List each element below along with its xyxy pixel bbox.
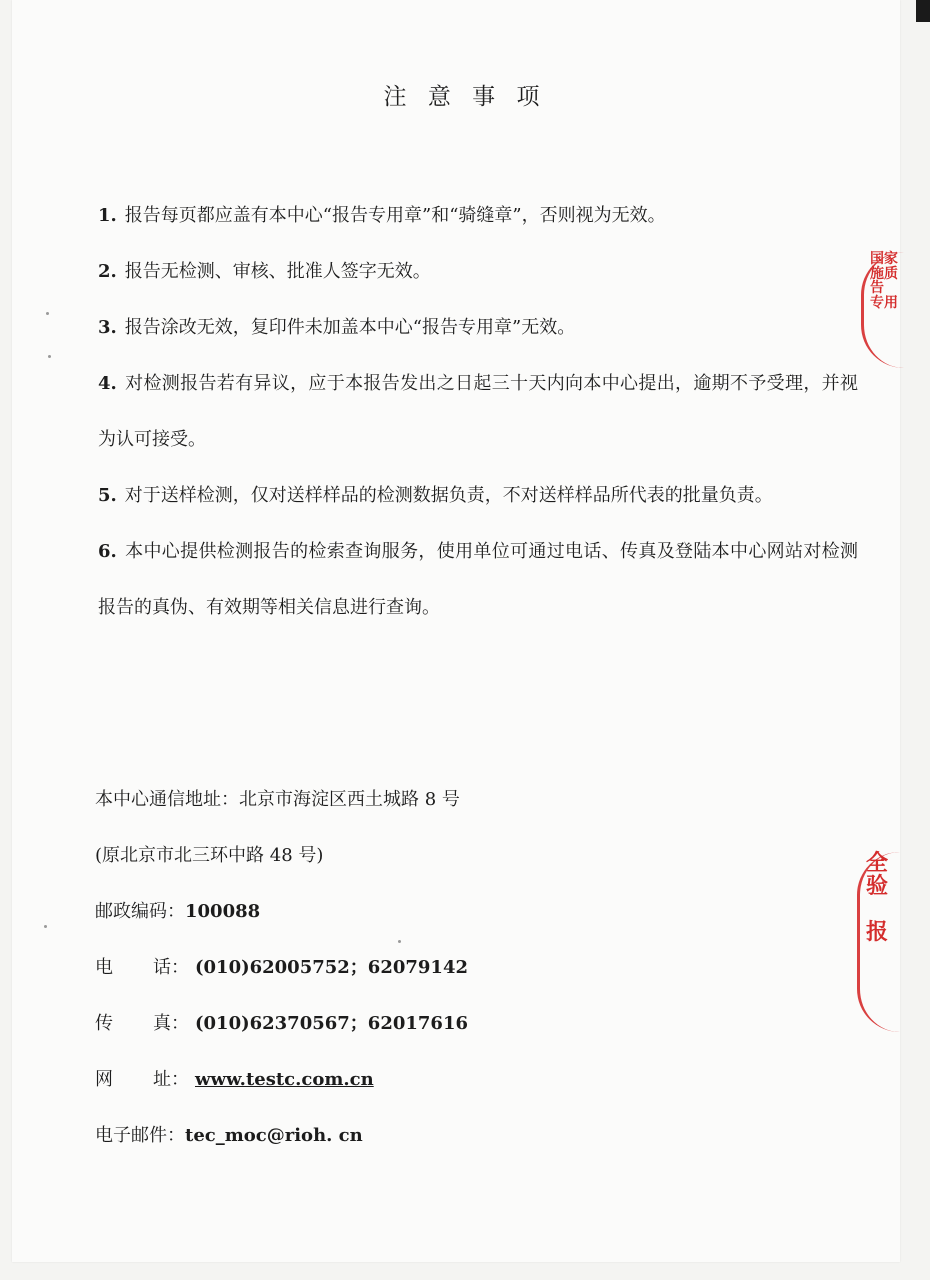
phone-label-char: 电: [95, 957, 153, 978]
clause-1: [98, 188, 858, 244]
address-label: 本中心通信地址：: [95, 789, 239, 810]
former-address-line: [95, 828, 695, 884]
address-value: 北京市海淀区西土城路 8 号: [239, 789, 460, 810]
scan-edge-mark: [916, 0, 930, 22]
former-address: (原北京市北三环中路 48 号): [95, 845, 324, 866]
clause-text: 报告涂改无效，复印件未加盖本中心“报告专用章”无效。: [124, 317, 576, 338]
fax-value: (010)62370567；62017616: [195, 1013, 468, 1034]
phone-label: [95, 940, 195, 996]
phone-line: [95, 940, 695, 996]
website-label: [95, 1052, 195, 1108]
phone-label-suffix: 话：: [153, 957, 189, 978]
fax-label-char: 传: [95, 1013, 153, 1034]
fax-line: [95, 996, 695, 1052]
clause-number: 2.: [98, 261, 117, 282]
website-label-char: 网: [95, 1069, 153, 1090]
notice-clauses: [98, 188, 858, 636]
website-label-suffix: 址：: [153, 1069, 189, 1090]
clause-number: 6.: [98, 541, 117, 562]
clause-6: [98, 524, 858, 636]
website-line: [95, 1052, 695, 1108]
clause-number: 1.: [98, 205, 117, 226]
email-label: 电子邮件：: [95, 1125, 185, 1146]
page-title: 注 意 事 项: [383, 84, 547, 110]
website-link[interactable]: www.testc.com.cn: [195, 1069, 374, 1090]
clause-5: [98, 468, 858, 524]
clause-number: 3.: [98, 317, 117, 338]
address-line: [95, 772, 695, 828]
postcode-value: 100088: [185, 901, 261, 922]
clause-text: 本中心提供检测报告的检索查询服务，使用单位可通过电话、传真及登陆本中心网站对检测报告的真伪、有效期等相关信息进行查询。: [98, 541, 858, 618]
red-seal-stamp-bottom: 全 验 报: [857, 852, 900, 1032]
clause-number: 4.: [98, 373, 117, 394]
clause-2: [98, 244, 858, 300]
scan-speck: [46, 312, 49, 315]
fax-label: [95, 996, 195, 1052]
email-line: [95, 1108, 695, 1164]
fax-label-suffix: 真：: [153, 1013, 189, 1034]
clause-text: 报告每页都应盖有本中心“报告专用章”和“骑缝章”，否则视为无效。: [124, 205, 666, 226]
clause-text: 对检测报告若有异议，应于本报告发出之日起三十天内向本中心提出，逾期不予受理，并视为认可接受。: [98, 373, 858, 450]
clause-3: [98, 300, 858, 356]
clause-number: 5.: [98, 485, 117, 506]
scan-speck: [398, 940, 401, 943]
scan-speck: [48, 355, 51, 358]
clause-text: 报告无检测、审核、批准人签字无效。: [124, 261, 431, 282]
contact-info: [95, 772, 695, 1164]
email-value: tec_moc@rioh. cn: [185, 1125, 363, 1146]
scan-speck: [44, 925, 47, 928]
phone-value: (010)62005752；62079142: [195, 957, 468, 978]
postcode-line: [95, 884, 695, 940]
postcode-label: 邮政编码：: [95, 901, 185, 922]
clause-text: 对于送样检测，仅对送样样品的检测数据负责，不对送样样品所代表的批量负责。: [124, 485, 773, 506]
clause-4: [98, 356, 858, 468]
red-seal-stamp-top: 国家 施质 告 专用: [861, 252, 904, 368]
